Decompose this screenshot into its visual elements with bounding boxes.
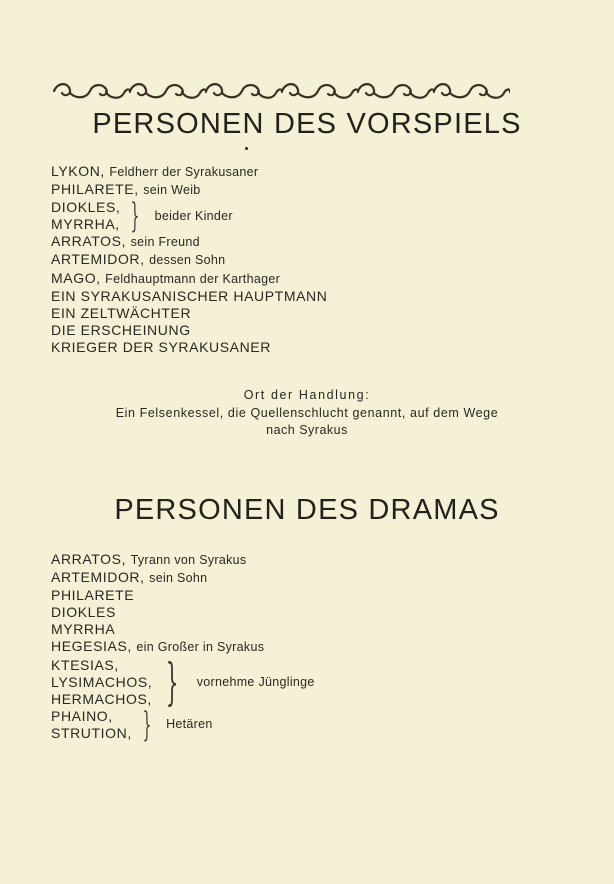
cast-group — [51, 196, 327, 237]
character-description: Feldhauptmann der Karthager — [105, 271, 281, 286]
character-name: MYRRHA, — [51, 216, 120, 233]
character-name: PHAINO, — [51, 707, 113, 724]
cast-entry — [51, 233, 327, 251]
cast-entry — [51, 587, 315, 604]
character-description: ein Großer in Syrakus — [136, 640, 265, 655]
character-description: sein Sohn — [149, 571, 208, 586]
place-label: Ort der Handlung: — [243, 388, 371, 402]
character-name: LYSIMACHOS, — [51, 673, 153, 690]
meander-scroll-ornament-icon — [50, 80, 510, 102]
cast-entry — [51, 163, 327, 181]
character-name: MYRRHA — [51, 621, 116, 638]
group-description: vornehme Jünglinge — [196, 674, 315, 689]
right-brace-icon: } — [165, 653, 179, 712]
character-name: ARRATOS, — [51, 551, 127, 567]
cast-group-names — [51, 657, 152, 708]
character-name: HEGESIAS, — [51, 638, 132, 655]
cast-group-names — [51, 199, 120, 233]
character-name: ARTEMIDOR, — [51, 569, 145, 586]
cast-entry — [51, 638, 315, 656]
cast-entry — [51, 551, 315, 569]
right-brace-icon: } — [131, 196, 140, 237]
drama-heading: PERSONEN DES DRAMAS — [114, 494, 500, 526]
character-name: STRUTION, — [51, 724, 132, 741]
cast-entry — [51, 604, 315, 621]
cast-group — [51, 704, 315, 745]
group-description: Hetären — [166, 717, 213, 732]
cast-entry — [51, 181, 327, 199]
place-line-1: Ein Felsenkessel, die Quellenschlucht genannt, auf dem Wege — [115, 406, 499, 420]
character-name: KRIEGER DER SYRAKUSANER — [51, 338, 271, 355]
cast-entry — [51, 621, 315, 638]
character-name: PHILARETE, — [51, 181, 139, 198]
group-description: beider Kinder — [154, 208, 233, 223]
character-description: sein Freund — [130, 235, 200, 250]
character-name: ARTEMIDOR, — [51, 251, 145, 268]
cast-entry — [51, 569, 315, 587]
character-name: DIOKLES, — [51, 199, 121, 216]
character-description: sein Weib — [143, 183, 201, 198]
character-name: DIE ERSCHEINUNG — [51, 321, 191, 338]
ink-speck — [245, 147, 248, 150]
place-line-2: nach Syrakus — [266, 423, 348, 437]
character-description: Feldherr der Syrakusaner — [109, 165, 259, 179]
character-name: EIN SYRAKUSANISCHER HAUPTMANN — [51, 287, 328, 304]
drama-cast-list — [51, 551, 315, 745]
character-name: ARRATOS, — [51, 233, 127, 250]
right-brace-icon: } — [142, 704, 152, 745]
character-description: Tyrann von Syrakus — [130, 553, 247, 567]
character-name: KTESIAS, — [51, 656, 119, 673]
character-name: DIOKLES — [51, 604, 116, 621]
character-description: dessen Sohn — [149, 253, 226, 268]
cast-entry — [51, 288, 327, 305]
character-name: LYKON, — [51, 163, 105, 179]
character-name: MAGO, — [51, 269, 101, 286]
character-name: PHILARETE — [51, 587, 135, 604]
cast-entry — [51, 322, 327, 339]
cast-group-names — [51, 708, 132, 742]
cast-group — [51, 653, 315, 712]
cast-entry — [51, 251, 327, 269]
vorspiel-cast-list — [51, 163, 327, 356]
cast-entry — [51, 339, 327, 356]
cast-entry — [51, 305, 327, 322]
character-name: HERMACHOS, — [51, 690, 152, 707]
cast-entry — [51, 270, 327, 288]
vorspiel-heading: PERSONEN DES VORSPIELS — [92, 108, 522, 140]
character-name: EIN ZELTWÄCHTER — [51, 304, 192, 321]
